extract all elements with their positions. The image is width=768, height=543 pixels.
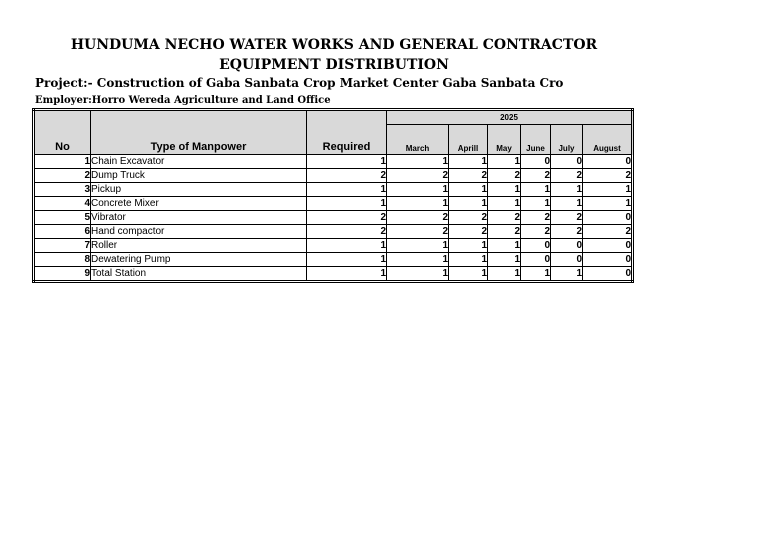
table-row: [34, 225, 633, 239]
row-month-value: 1: [387, 239, 449, 253]
row-month-value: 1: [521, 197, 551, 211]
header-year: 2025: [387, 110, 633, 125]
row-type: Roller: [91, 239, 307, 253]
row-month-value: 1: [551, 197, 583, 211]
equipment-distribution-table: [32, 108, 634, 283]
row-required: 1: [307, 253, 387, 267]
table-row: [34, 155, 633, 169]
table-row: [34, 253, 633, 267]
row-required: 2: [307, 225, 387, 239]
row-type: Vibrator: [91, 211, 307, 225]
employer-line: Employer:Horro Wereda Agriculture and Land Office: [35, 95, 331, 106]
header-month: July: [551, 125, 583, 155]
row-month-value: 1: [521, 183, 551, 197]
row-month-value: 1: [387, 197, 449, 211]
row-month-value: 2: [488, 169, 521, 183]
row-month-value: 1: [449, 155, 488, 169]
header-month: March: [387, 125, 449, 155]
row-no: 7: [34, 239, 91, 253]
row-month-value: 0: [583, 211, 633, 225]
row-month-value: 0: [583, 253, 633, 267]
row-month-value: 2: [449, 225, 488, 239]
row-month-value: 1: [449, 197, 488, 211]
row-month-value: 2: [387, 211, 449, 225]
header-month: Aprill: [449, 125, 488, 155]
row-month-value: 1: [449, 239, 488, 253]
row-month-value: 1: [387, 183, 449, 197]
row-month-value: 0: [583, 155, 633, 169]
table-row: [34, 169, 633, 183]
row-month-value: 2: [551, 169, 583, 183]
row-type: Total Station: [91, 267, 307, 282]
row-month-value: 2: [488, 225, 521, 239]
header-month: August: [583, 125, 633, 155]
row-no: 2: [34, 169, 91, 183]
row-type: Concrete Mixer: [91, 197, 307, 211]
row-month-value: 1: [449, 253, 488, 267]
row-month-value: 0: [551, 239, 583, 253]
table-row: [34, 211, 633, 225]
row-required: 1: [307, 267, 387, 282]
row-type: Dewatering Pump: [91, 253, 307, 267]
row-month-value: 1: [551, 183, 583, 197]
row-type: Hand compactor: [91, 225, 307, 239]
row-month-value: 1: [449, 183, 488, 197]
row-month-value: 1: [488, 183, 521, 197]
row-month-value: 2: [551, 211, 583, 225]
row-month-value: 1: [583, 197, 633, 211]
row-type: Pickup: [91, 183, 307, 197]
row-month-value: 2: [583, 169, 633, 183]
row-month-value: 2: [387, 225, 449, 239]
row-month-value: 1: [488, 239, 521, 253]
row-month-value: 2: [488, 211, 521, 225]
header-no: No: [34, 110, 91, 155]
row-type: Chain Excavator: [91, 155, 307, 169]
row-month-value: 0: [583, 239, 633, 253]
row-no: 9: [34, 267, 91, 282]
row-month-value: 0: [583, 267, 633, 282]
row-month-value: 0: [521, 239, 551, 253]
document-title: HUNDUMA NECHO WATER WORKS AND GENERAL CONTRACTOR: [70, 37, 598, 53]
row-month-value: 2: [521, 211, 551, 225]
row-month-value: 1: [551, 267, 583, 282]
row-month-value: 1: [488, 267, 521, 282]
row-month-value: 1: [387, 267, 449, 282]
row-required: 2: [307, 169, 387, 183]
row-month-value: 1: [449, 267, 488, 282]
project-line: Project:- Construction of Gaba Sanbata Crop Market Center Gaba Sanbata Cro: [35, 76, 564, 90]
table-row: [34, 239, 633, 253]
row-month-value: 1: [583, 183, 633, 197]
row-no: 8: [34, 253, 91, 267]
row-month-value: 2: [583, 225, 633, 239]
row-month-value: 1: [387, 253, 449, 267]
row-month-value: 2: [521, 225, 551, 239]
header-type: Type of Manpower: [91, 110, 307, 155]
row-month-value: 2: [521, 169, 551, 183]
row-month-value: 1: [387, 155, 449, 169]
row-required: 1: [307, 183, 387, 197]
row-month-value: 2: [449, 211, 488, 225]
row-required: 2: [307, 211, 387, 225]
row-month-value: 0: [521, 253, 551, 267]
table-row: [34, 267, 633, 282]
table-row: [34, 197, 633, 211]
row-required: 1: [307, 197, 387, 211]
row-required: 1: [307, 155, 387, 169]
row-month-value: 1: [488, 155, 521, 169]
row-no: 4: [34, 197, 91, 211]
table-row: [34, 183, 633, 197]
row-no: 6: [34, 225, 91, 239]
row-month-value: 0: [521, 155, 551, 169]
row-no: 1: [34, 155, 91, 169]
row-month-value: 2: [551, 225, 583, 239]
header-required: Required: [307, 110, 387, 155]
row-month-value: 2: [387, 169, 449, 183]
row-type: Dump Truck: [91, 169, 307, 183]
row-no: 5: [34, 211, 91, 225]
row-no: 3: [34, 183, 91, 197]
row-month-value: 0: [551, 253, 583, 267]
document-subtitle: EQUIPMENT DISTRIBUTION: [219, 57, 449, 73]
row-required: 1: [307, 239, 387, 253]
header-month: June: [521, 125, 551, 155]
header-month: May: [488, 125, 521, 155]
row-month-value: 1: [521, 267, 551, 282]
row-month-value: 1: [488, 197, 521, 211]
row-month-value: 1: [488, 253, 521, 267]
row-month-value: 2: [449, 169, 488, 183]
row-month-value: 0: [551, 155, 583, 169]
